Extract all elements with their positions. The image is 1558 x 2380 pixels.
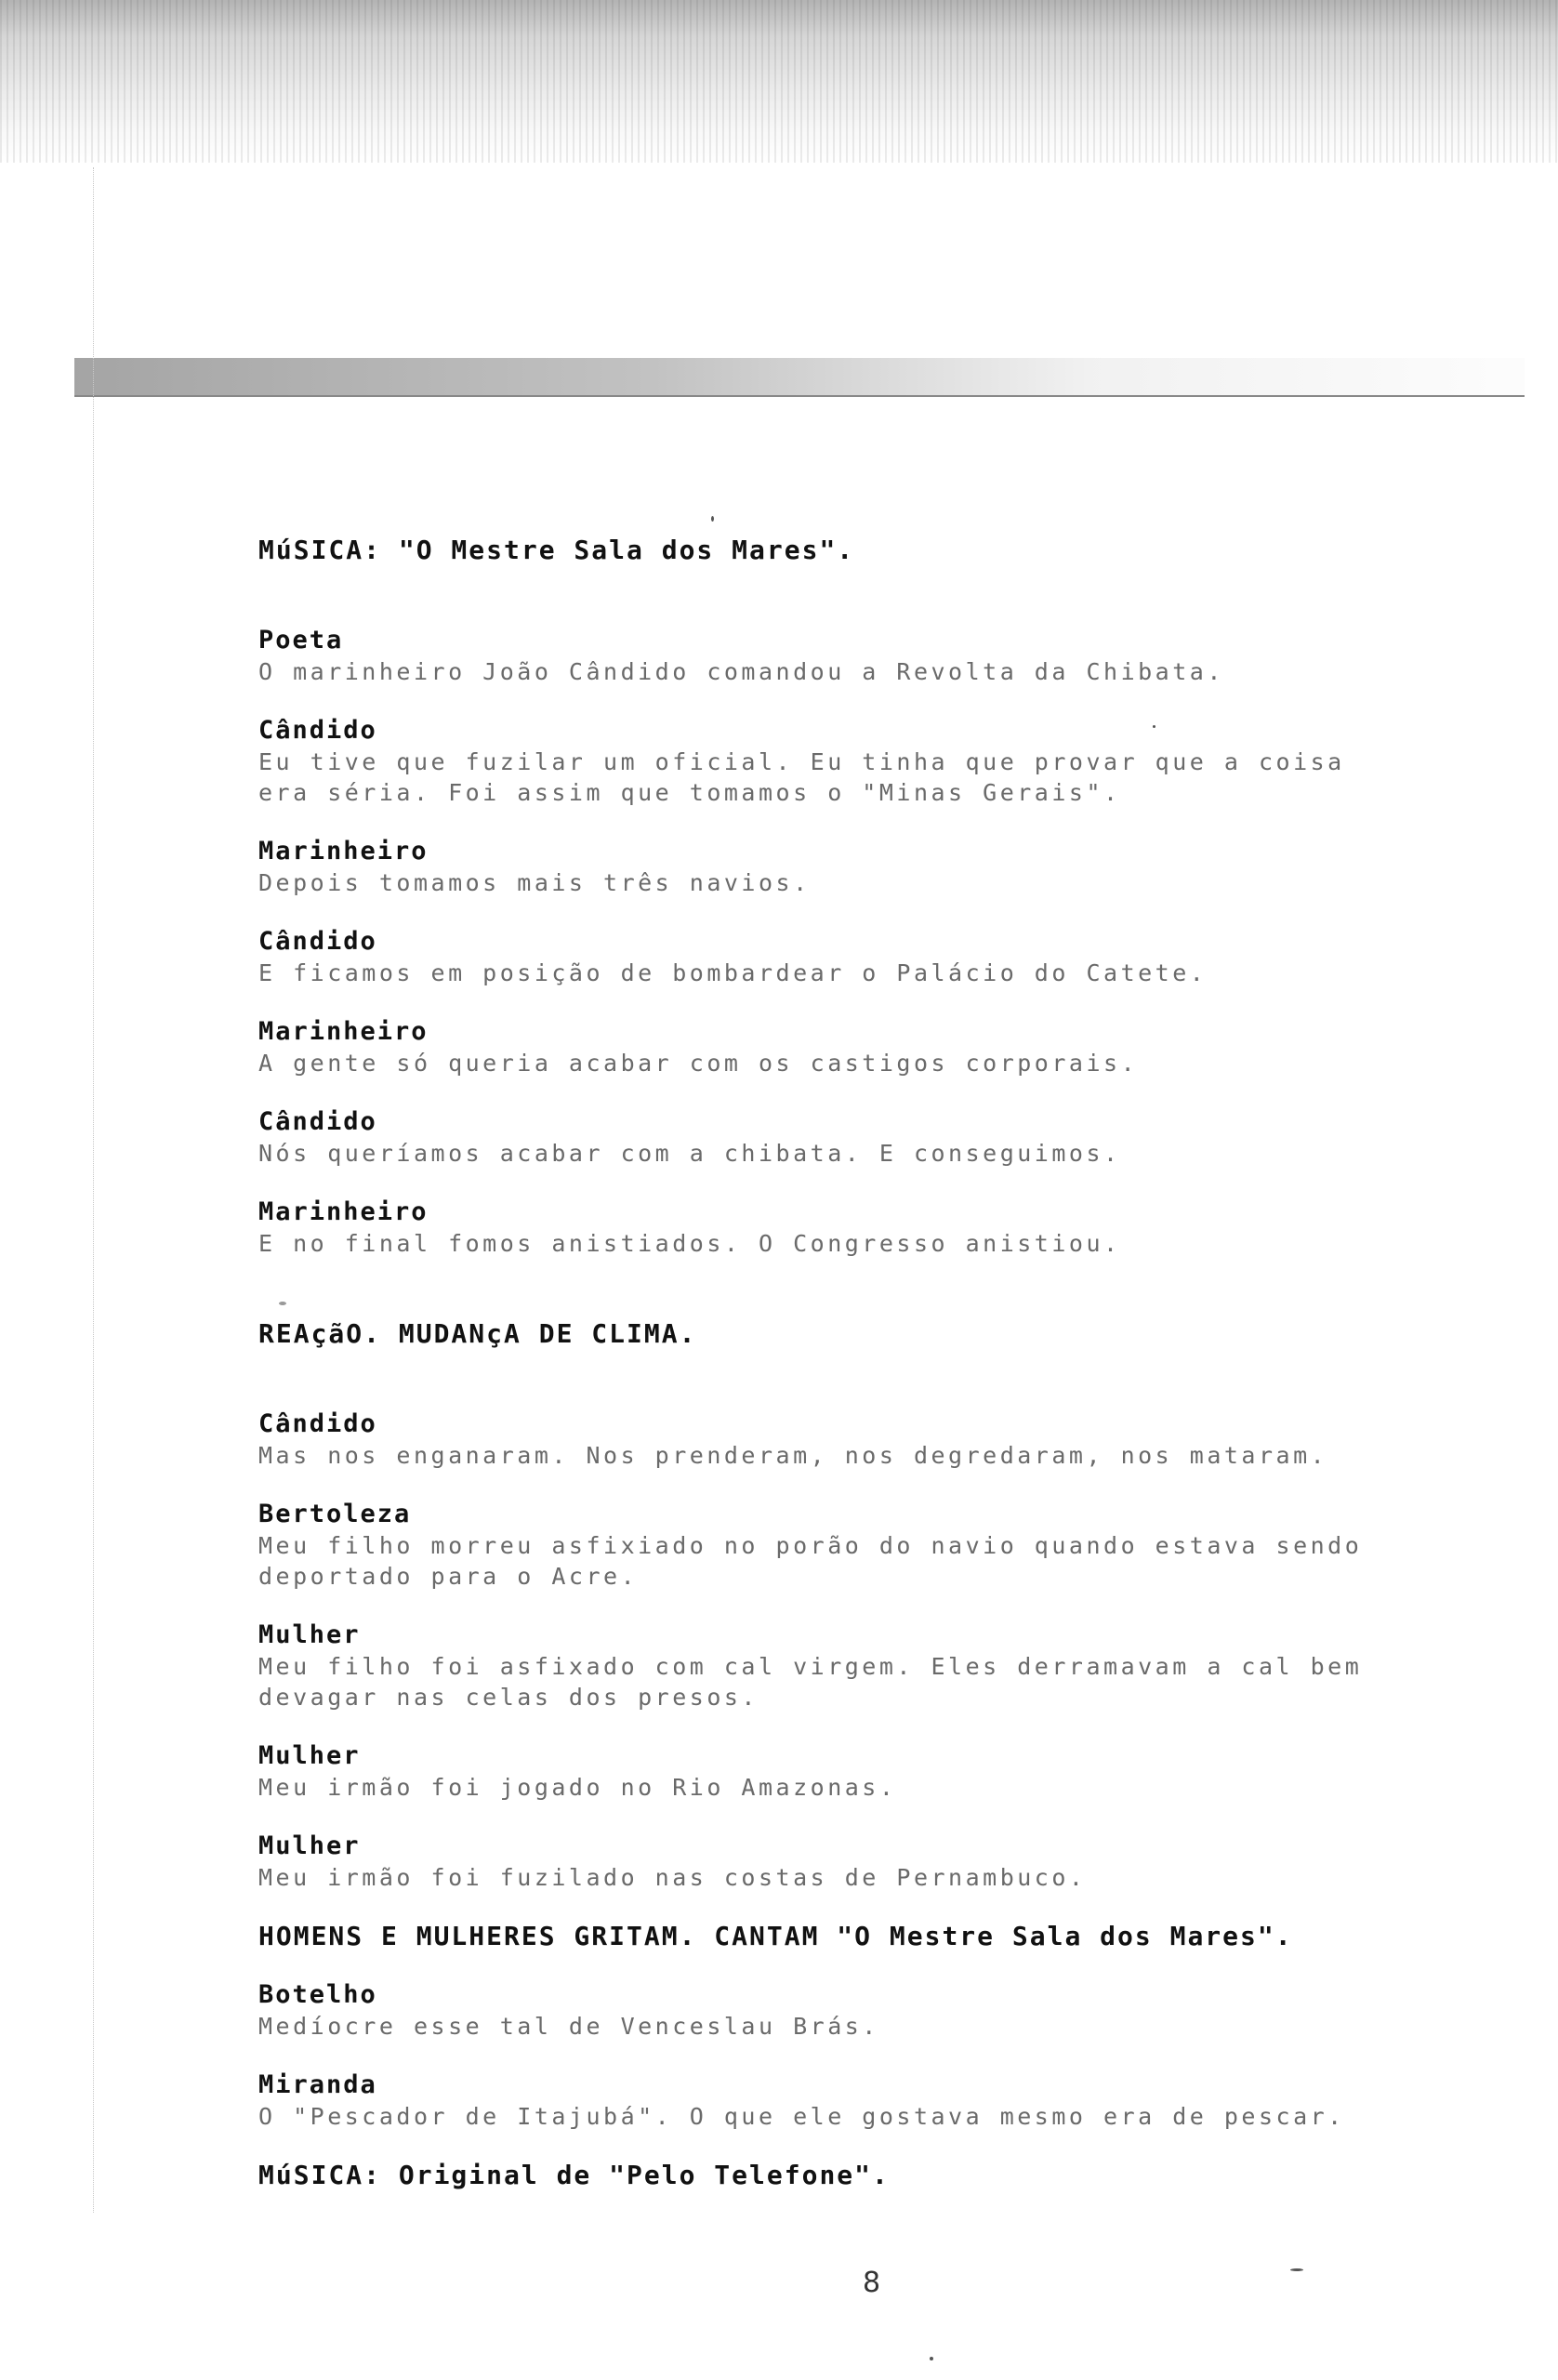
spacer <box>258 687 1467 715</box>
speaker-name: Poeta <box>258 626 344 654</box>
dialogue-block <box>258 1016 1467 1078</box>
dialogue-line: Eu tive que fuzilar um oficial. Eu tinha que provar que a coisa <box>258 748 1345 775</box>
spacer <box>258 2042 1467 2069</box>
dialogue-block <box>258 1408 1467 1471</box>
dialogue-line: era séria. Foi assim que tomamos o "Minas Gerais". <box>258 779 1121 806</box>
speaker-name: Cândido <box>258 1409 377 1438</box>
dialogue-block <box>258 1197 1467 1259</box>
spacer <box>258 1471 1467 1499</box>
spacer <box>258 1951 1467 1979</box>
spacer <box>258 1349 1467 1408</box>
scan-noise-band <box>74 358 1525 397</box>
page-number: 8 <box>863 2267 881 2299</box>
speaker-name: Mulher <box>258 1620 361 1649</box>
dialogue-line: Mas nos enganaram. Nos prenderam, nos degredaram, nos mataram. <box>258 1442 1328 1469</box>
stage-direction-text: MúSICA: Original de "Pelo Telefone". <box>258 2160 890 2190</box>
dialogue-block <box>258 1979 1467 2042</box>
spacer <box>258 1078 1467 1106</box>
dialogue-block <box>258 1831 1467 1893</box>
speaker-name: Mulher <box>258 1741 361 1770</box>
speaker-name: Cândido <box>258 1107 377 1136</box>
scan-speck <box>1290 2268 1303 2271</box>
dialogue-line: Medíocre esse tal de Venceslau Brás. <box>258 2013 879 2040</box>
dialogue-block <box>258 2069 1467 2132</box>
speaker-name: Marinheiro <box>258 837 429 866</box>
speaker-name: Mulher <box>258 1831 361 1860</box>
dialogue-line: Meu irmão foi fuzilado nas costas de Pernambuco. <box>258 1864 1087 1891</box>
stage-direction <box>258 535 1467 565</box>
spacer <box>258 988 1467 1016</box>
dialogue-line: Meu filho morreu asfixiado no porão do navio quando estava sendo <box>258 1532 1363 1559</box>
stage-direction <box>258 2160 1467 2190</box>
dialogue-line: O marinheiro João Cândido comandou a Revolta da Chibata. <box>258 658 1224 685</box>
dialogue-block <box>258 1499 1467 1592</box>
dialogue-line: E ficamos em posição de bombardear o Palácio do Catete. <box>258 959 1208 986</box>
dialogue-block <box>258 1740 1467 1803</box>
scan-speck <box>711 516 714 522</box>
spacer <box>258 2132 1467 2160</box>
stage-direction <box>258 1318 1467 1349</box>
spacer <box>258 1893 1467 1921</box>
spacer <box>258 1259 1467 1318</box>
speaker-name: Botelho <box>258 1980 377 2009</box>
dialogue-block <box>258 836 1467 898</box>
stage-direction-text: MúSICA: "O Mestre Sala dos Mares". <box>258 535 855 565</box>
speaker-name: Cândido <box>258 927 377 956</box>
speaker-name: Cândido <box>258 716 377 745</box>
spacer <box>258 898 1467 926</box>
dialogue-line: Depois tomamos mais três navios. <box>258 869 811 896</box>
spacer <box>258 565 1467 625</box>
dialogue-block <box>258 1106 1467 1169</box>
stage-direction <box>258 1921 1467 1951</box>
dialogue-line: Meu irmão foi jogado no Rio Amazonas. <box>258 1774 897 1801</box>
spacer <box>258 808 1467 836</box>
script-body <box>258 535 1467 2190</box>
dialogue-block <box>258 1620 1467 1712</box>
spacer <box>258 1592 1467 1620</box>
stage-direction-text: HOMENS E MULHERES GRITAM. CANTAM "O Mestre Sala dos Mares". <box>258 1921 1293 1951</box>
dialogue-line: E no final fomos anistiados. O Congresso anistiou. <box>258 1230 1121 1257</box>
dialogue-line: Nós queríamos acabar com a chibata. E conseguimos. <box>258 1140 1121 1167</box>
spacer <box>258 1169 1467 1197</box>
dialogue-block <box>258 625 1467 687</box>
speaker-name: Marinheiro <box>258 1197 429 1226</box>
dialogue-block <box>258 715 1467 808</box>
dialogue-line: devagar nas celas dos presos. <box>258 1684 759 1711</box>
spacer <box>258 1803 1467 1831</box>
speaker-name: Miranda <box>258 2070 377 2099</box>
dialogue-line: O "Pescador de Itajubá". O que ele gostava mesmo era de pescar. <box>258 2103 1345 2130</box>
stage-direction-text: REAçãO. MUDANçA DE CLIMA. <box>258 1318 697 1349</box>
scan-noise-top <box>0 0 1558 163</box>
speaker-name: Marinheiro <box>258 1017 429 1046</box>
dialogue-line: Meu filho foi asfixado com cal virgem. Eles derramavam a cal bem <box>258 1653 1363 1680</box>
scan-speck <box>930 2357 933 2360</box>
dialogue-line: A gente só queria acabar com os castigos corporais. <box>258 1050 1139 1077</box>
dialogue-block <box>258 926 1467 988</box>
dialogue-line: deportado para o Acre. <box>258 1563 639 1590</box>
spacer <box>258 1712 1467 1740</box>
speaker-name: Bertoleza <box>258 1500 412 1528</box>
margin-rule <box>93 167 94 2213</box>
